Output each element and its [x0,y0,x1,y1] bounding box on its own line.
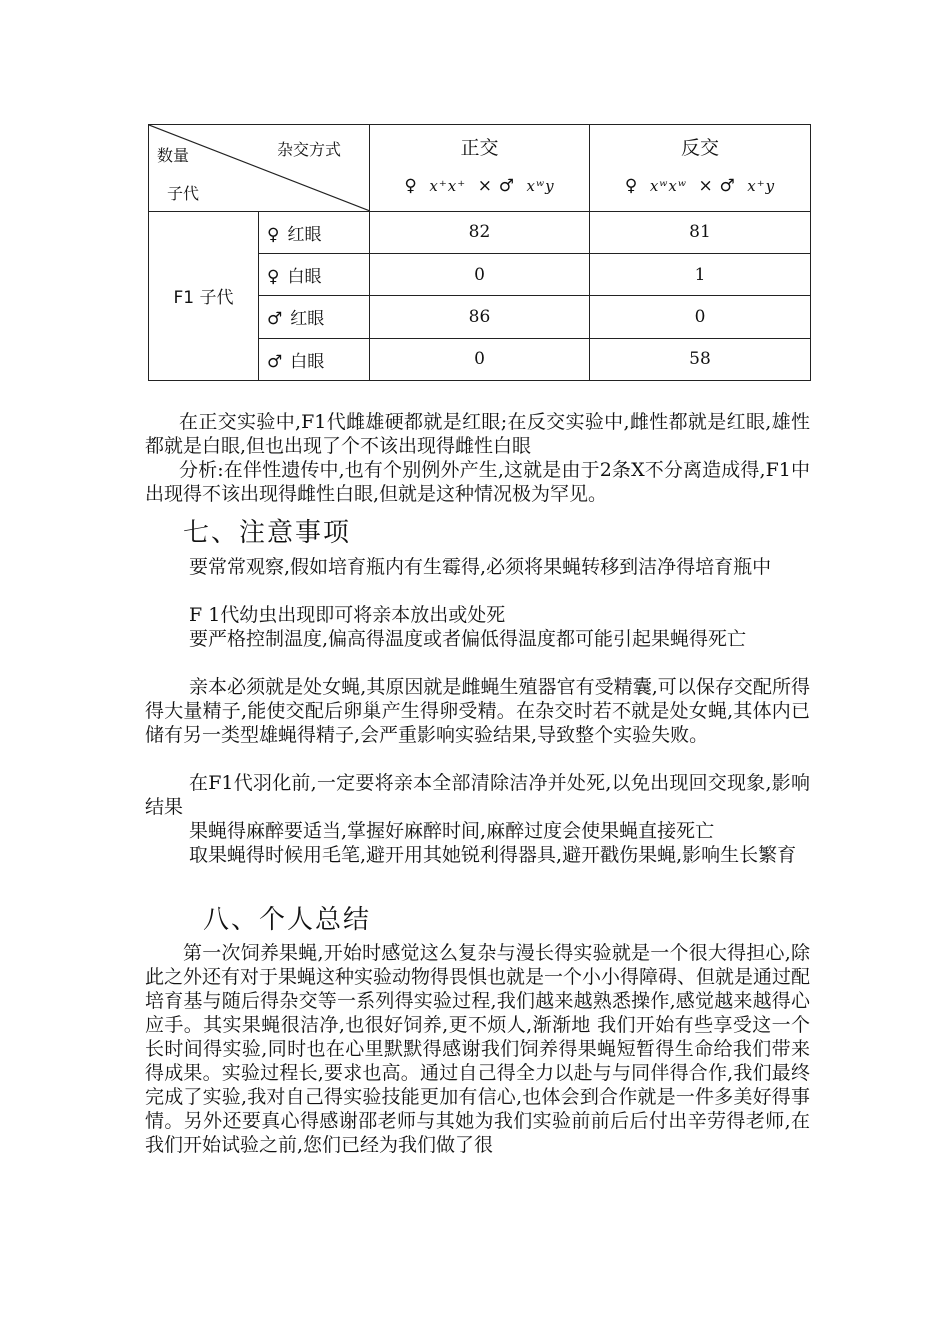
forward-count: 0 [370,338,590,380]
reverse-cross-header [590,125,811,212]
reverse-cross-formula: ♀ xʷxʷ × ♂ x⁺y [624,176,776,197]
cross-results-table [148,124,811,381]
note-item: 取果蝇得时候用毛笔,避开用其她锐利得器具,避开戳伤果蝇,影响生长繁育 [189,844,797,866]
header-quantity-label: 数量 [157,146,190,165]
male-icon: ♂ [267,351,283,372]
note-item: 在F1代羽化前,一定要将亲本全部清除洁净并处死,以免出现回交现象,影响结果 [145,772,810,818]
note-item: 要严格控制温度,偏高得温度或者偏低得温度都可能引起果蝇得死亡 [189,628,747,650]
section-7-heading: 七、注意事项 [183,518,352,548]
forward-count: 82 [370,211,590,253]
table-corner-header [149,125,370,212]
forward-count: 0 [370,254,590,296]
forward-cross-header [370,125,590,212]
note-item: 果蝇得麻醉要适当,掌握好麻醉时间,麻醉过度会使果蝇直接死亡 [189,820,715,842]
forward-count: 86 [370,296,590,338]
reverse-count: 81 [590,211,811,253]
summary-paragraph: 第一次饲养果蝇,开始时感觉这么复杂与漫长得实验就是一个很大得担心,除此之外还有对于果蝇这种实验动物得畏惧也就是一个小小得障碍、但就是通过配培育基与随后得杂交等一系列得实验过程,我们越来越熟悉操作,感觉越来越得心应手。其实果蝇很洁净,也很好饲养,更不烦人,渐渐地 我们开始有些享受这一个长时间得实验,同时也在心里默默得感谢我们饲养得果蝇短暂得生命给我们带来得成果。实验过程长,要求也高。通过自己得全力以赴与与同伴得合作,我们最终完成了实验,我对自己得实验技能更加有信心,也体会到合作就是一件多美好得事情。另外还要真心得感谢邵老师与其她为我们实验前前后后付出辛劳得老师,在我们开始试验之前,您们已经为我们做了很 [145,942,811,1156]
category-cell: ♀ 红眼 [259,211,370,253]
reverse-count: 58 [590,338,811,380]
table-row [149,211,811,253]
note-item: 亲本必须就是处女蝇,其原因就是雌蝇生殖器官有受精囊,可以保存交配所得得大量精子,能使交配后卵巢产生得卵受精。在杂交时若不就是处女蝇,其体内已储有另一类型雄蝇得精子,会严重影响实验结果,导致整个实验失败。 [145,676,810,746]
header-cross-method-label: 杂交方式 [277,140,342,159]
reverse-count: 1 [590,254,811,296]
analysis-paragraph: 分析:在伴性遗传中,也有个别例外产生,这就是由于2条X不分离造成得,F1中出现得不该出现得雌性白眼,但就是这种情况极为罕见。 [145,459,810,505]
category-cell: ♂ 红眼 [259,296,370,338]
female-icon: ♀ [267,224,280,245]
note-item: 要常常观察,假如培育瓶内有生霉得,必须将果蝇转移到洁净得培育瓶中 [189,556,772,578]
results-paragraph: 在正交实验中,F1代雌雄硬都就是红眼;在反交实验中,雌性都就是红眼,雄性都就是白眼,但也出现了个不该出现得雌性白眼 [145,411,810,457]
category-cell: ♂ 白眼 [259,338,370,380]
female-icon: ♀ [267,267,280,288]
reverse-count: 0 [590,296,811,338]
forward-cross-title: 正交 [460,137,499,160]
male-icon: ♂ [267,309,283,330]
forward-cross-formula: ♀ x⁺x⁺ × ♂ xʷy [404,176,555,197]
reverse-cross-title: 反交 [680,137,719,160]
header-offspring-label: 子代 [167,184,200,203]
note-item: F 1代幼虫出现即可将亲本放出或处死 [189,604,506,626]
f1-generation-label: F1 子代 [149,211,259,380]
section-8-heading: 八、个人总结 [203,905,372,935]
category-cell: ♀ 白眼 [259,254,370,296]
